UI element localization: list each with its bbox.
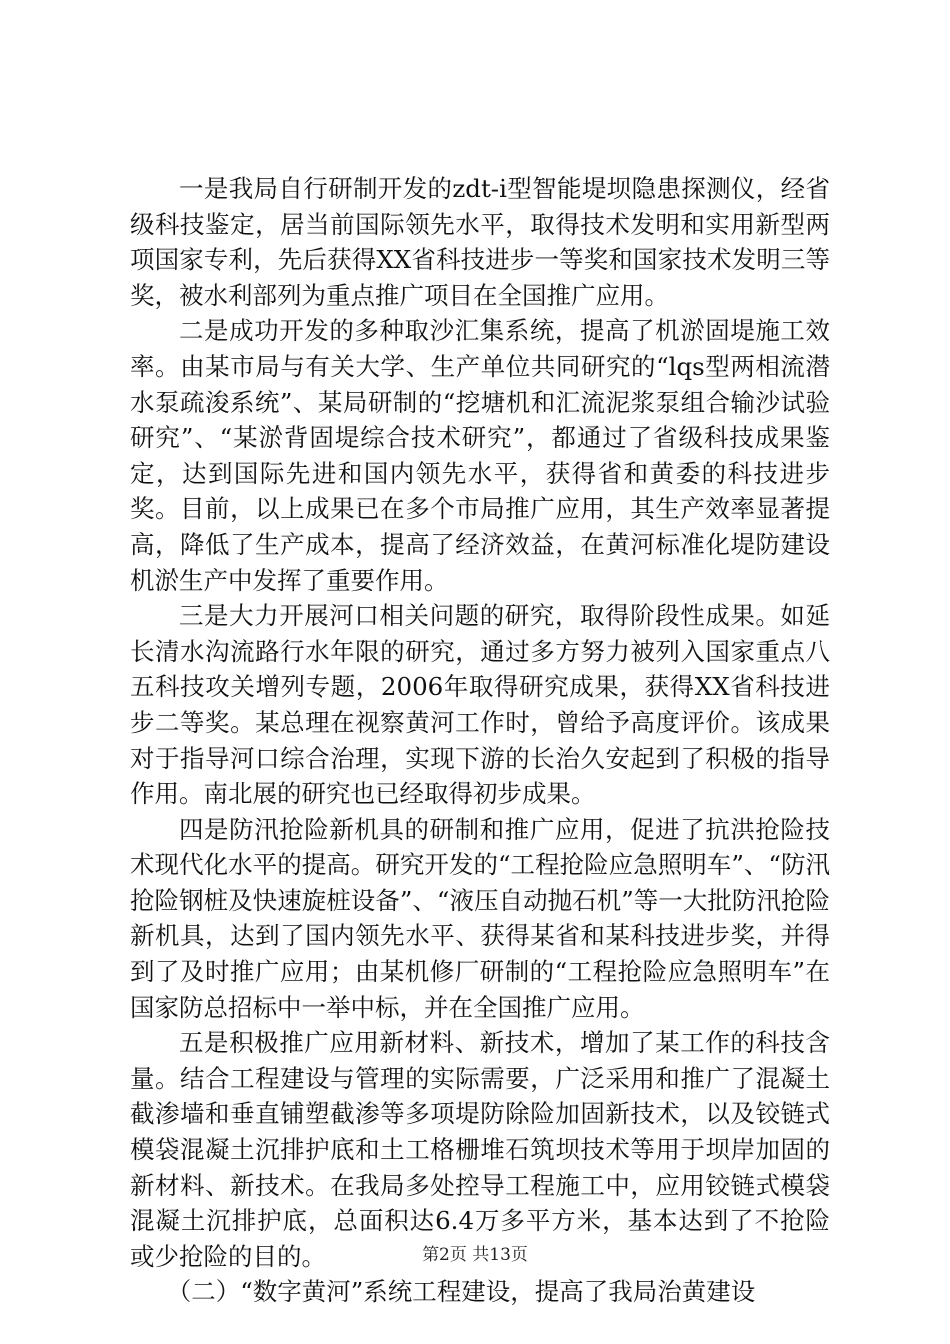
paragraph-2: 二是成功开发的多种取沙汇集系统，提高了机淤固堤施工效率。由某市局与有关大学、生产单位共同研究的“lqs型两相流潜水泵疏浚系统”、某局研制的“挖塘机和汇流泥浆泵组合输沙试验研究”、“某淤背固堤综合技术研究”，都通过了省级科技成果鉴定，达到国际先进和国内领先水平，获得省和黄委的科技进步奖。目前，以上成果已在多个市局推广应用，其生产效率显著提高，降低了生产成本，提高了经济效益，在黄河标准化堤防建设机淤生产中发挥了重要作用。 xyxy=(130,316,830,595)
paragraph-3: 三是大力开展河口相关问题的研究，取得阶段性成果。如延长清水沟流路行水年限的研究，通过多方努力被列入国家重点八五科技攻关增列专题，2006年取得研究成果，获得XX省科技进步二等奖。某总理在视察黄河工作时，曾给予高度评价。该成果对于指导河口综合治理，实现下游的长治久安起到了积极的指导作用。南北展的研究也已经取得初步成果。 xyxy=(130,601,830,809)
paragraph-4: 四是防汛抢险新机具的研制和推广应用，促进了抗洪抢险技术现代化水平的提高。研究开发的“工程抢险应急照明车”、“防汛抢险钢桩及快速旋桩设备”、“液压自动抛石机”等一大批防汛抢险新机具，达到了国内领先水平、获得某省和某科技进步奖，并得到了及时推广应用；由某机修厂研制的“工程抢险应急照明车”在国家防总招标中一举中标，并在全国推广应用。 xyxy=(130,814,830,1022)
page-footer: 第2页 共13页 xyxy=(422,1245,528,1265)
paragraph-5: 五是积极推广应用新材料、新技术，增加了某工作的科技含量。结合工程建设与管理的实际需要，广泛采用和推广了混凝土截渗墙和垂直铺塑截渗等多项堤防除险加固新技术，以及铰链式模袋混凝土沉排护底和土工格栅堆石筑坝技术等用于坝岸加固的新材料、新技术。在我局多处控导工程施工中，应用铰链式模袋混凝土沉排护底，总面积达6.4万多平方米，基本达到了不抢险或少抢险的目的。 xyxy=(130,1028,830,1271)
section-heading-2: （二）“数字黄河”系统工程建设，提高了我局治黄建设 xyxy=(166,1277,756,1307)
document-body xyxy=(130,171,830,1310)
paragraph-1: 一是我局自行研制开发的zdt-i型智能堤坝隐患探测仪，经省级科技鉴定，居当前国际领先水平，取得技术发明和实用新型两项国家专利，先后获得XX省科技进步一等奖和国家技术发明三等奖，被水利部列为重点推广项目在全国推广应用。 xyxy=(130,174,830,310)
